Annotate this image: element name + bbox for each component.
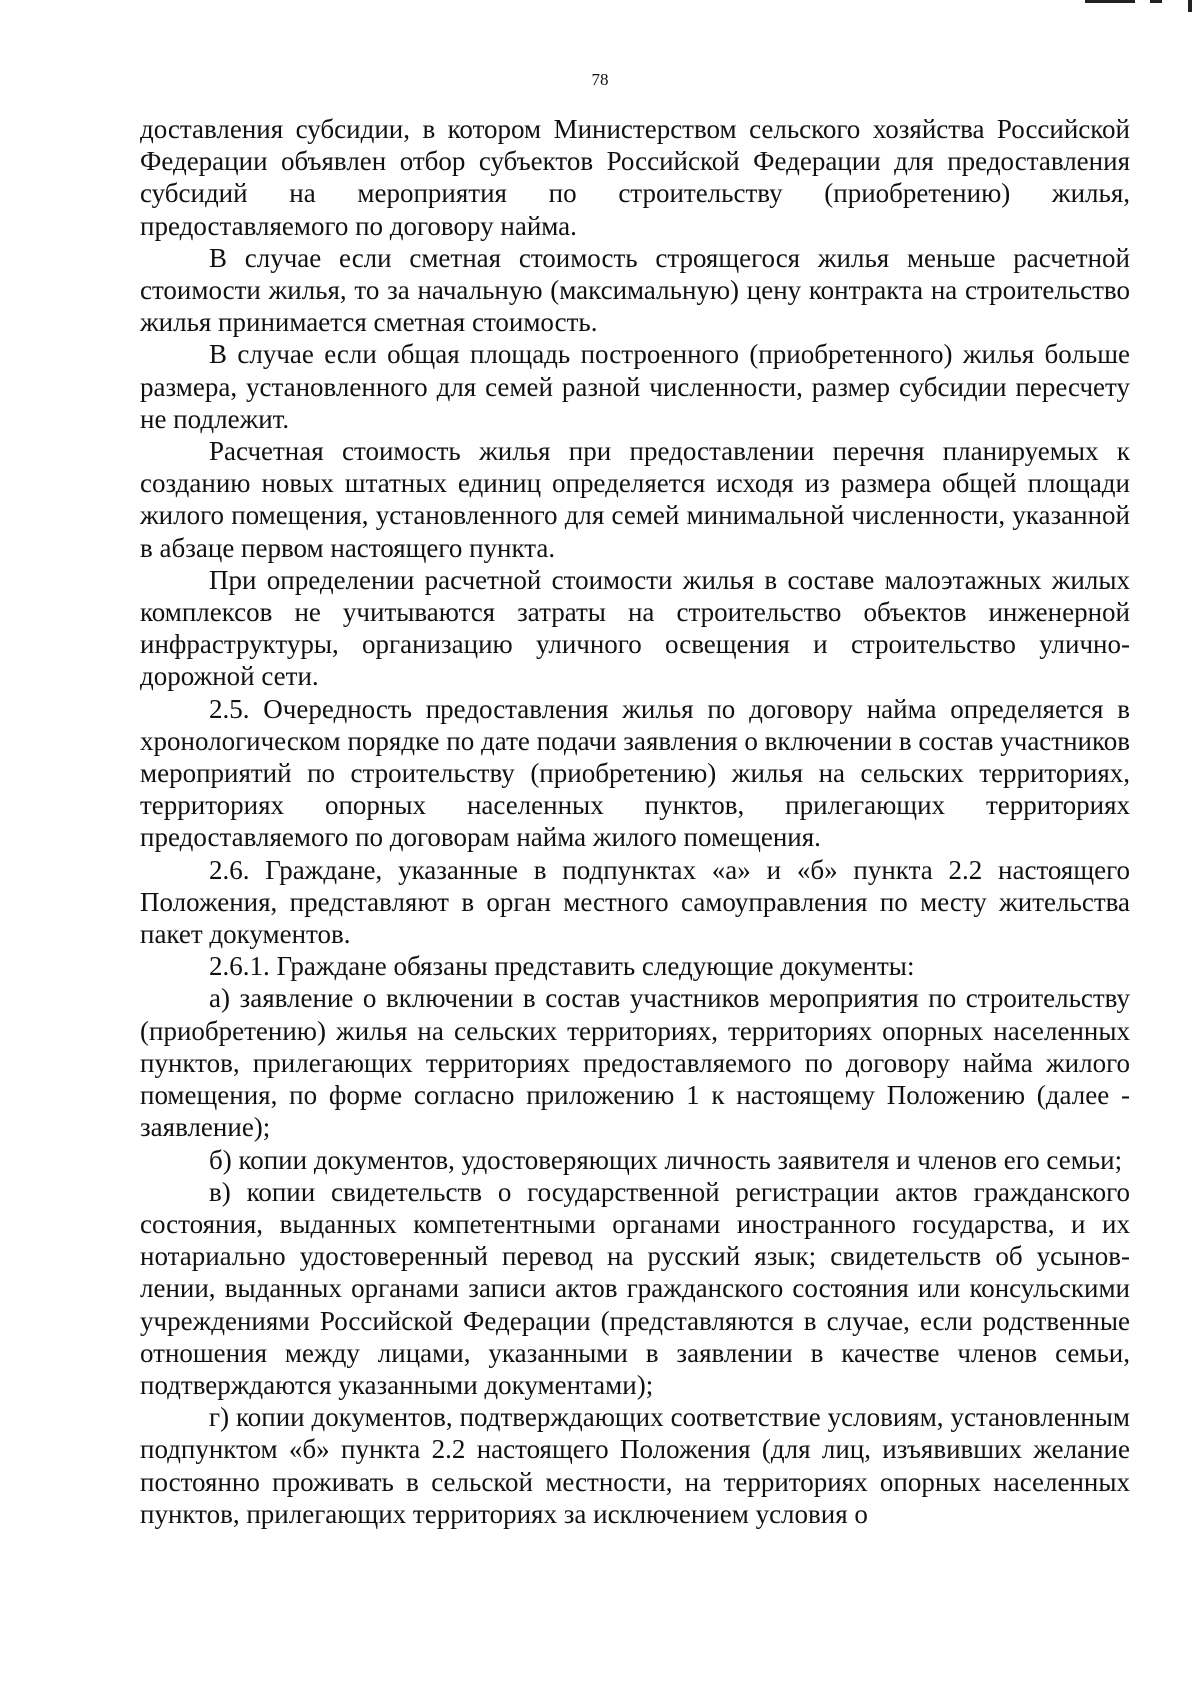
list-item-b: б) копии документов, удостоверяющих личность заявителя и членов его семьи; [209,1144,1123,1175]
paragraph: В случае если сметная стоимость строящегося жилья меньше расчетной стоимости жилья, то за начальную (максимальную) цену контракта на строительство жилья принимается сметная стоимость. [140,242,1130,338]
scan-edge-mark [1050,0,1200,12]
paragraph: Расчетная стоимость жилья при предоставлении перечня планируемых к созданию новых штатных единиц определяется исходя из размера общей площади жилого помещения, установленного для семей минимальной численности, указанной в абзаце первом настоящего пункта. [140,436,1130,563]
paragraph: 2.5. Очередность предоставления жилья по договору найма определяется в хронологическом порядке по дате подачи заявления о включении в состав участников мероприятий по строительству (приобретению) жилья на сельских территориях, территориях опорных населенных пунктов, прилегающих территориях предоставляемого по договорам найма жилого помещения. [140,693,1130,853]
paragraph: В случае если общая площадь построенного (приобретенного) жилья больше размера, установленного для семей разной численности, размер субсидии пересчету не подлежит. [140,339,1130,434]
list-item-a: а) заявление о включении в состав участников мероприятия по строительству (приобретению) жилья на сельских территориях, территориях опорных населенных пунктов, прилегающих территориях предоставляемого по договору найма жилого помещения, по форме согласно приложению 1 к настоящему Положению (далее - заявление); [140,983,1130,1143]
paragraph: 2.6. Граждане, указанные в подпунктах «а» и «б» пункта 2.2 настоящего Положения, представляют в орган местного самоуправления по месту жительства пакет документов. [140,854,1130,950]
list-item-g: г) копии документов, подтверждающих соответствие условиям, установленным подпунктом «б» пункта 2.2 настоящего Положения (для лиц, изъявивших желание постоянно проживать в сельской местности, на территориях опорных населенных пунктов, прилегающих территориях за исключением условия о [140,1402,1130,1529]
paragraph: доставления субсидии, в котором Министерством сельского хозяйства Российской Федерации объявлен отбор субъектов Российской Федерации для предоставления субсидий на мероприятия по строительству (приобретению) жилья, предоставляемого по договору найма. [140,114,1130,241]
document-body [140,113,1130,1530]
page-number: 78 [591,70,609,89]
paragraph: 2.6.1. Граждане обязаны представить следующие документы: [209,951,915,982]
paragraph: При определении расчетной стоимости жилья в составе малоэтажных жилых комплексов не учитываются затраты на строительство объектов инженерной инфраструктуры, организацию уличного освещения и строительство улично-дорожной сети. [140,564,1130,692]
list-item-v: в) копии свидетельств о государственной регистрации актов гражданского состояния, выданных компетентными органами иностранного государства, и их нотариально удостоверенный перевод на русский язык; свидетельств об усыновлении, выданных органами записи актов гражданского состояния или консульскими учреждениями Российской Федерации (представляются в случае, если родственные отношения между лицами, указанными в заявлении в качестве членов семьи, подтверждаются указанными документами); [140,1176,1130,1400]
